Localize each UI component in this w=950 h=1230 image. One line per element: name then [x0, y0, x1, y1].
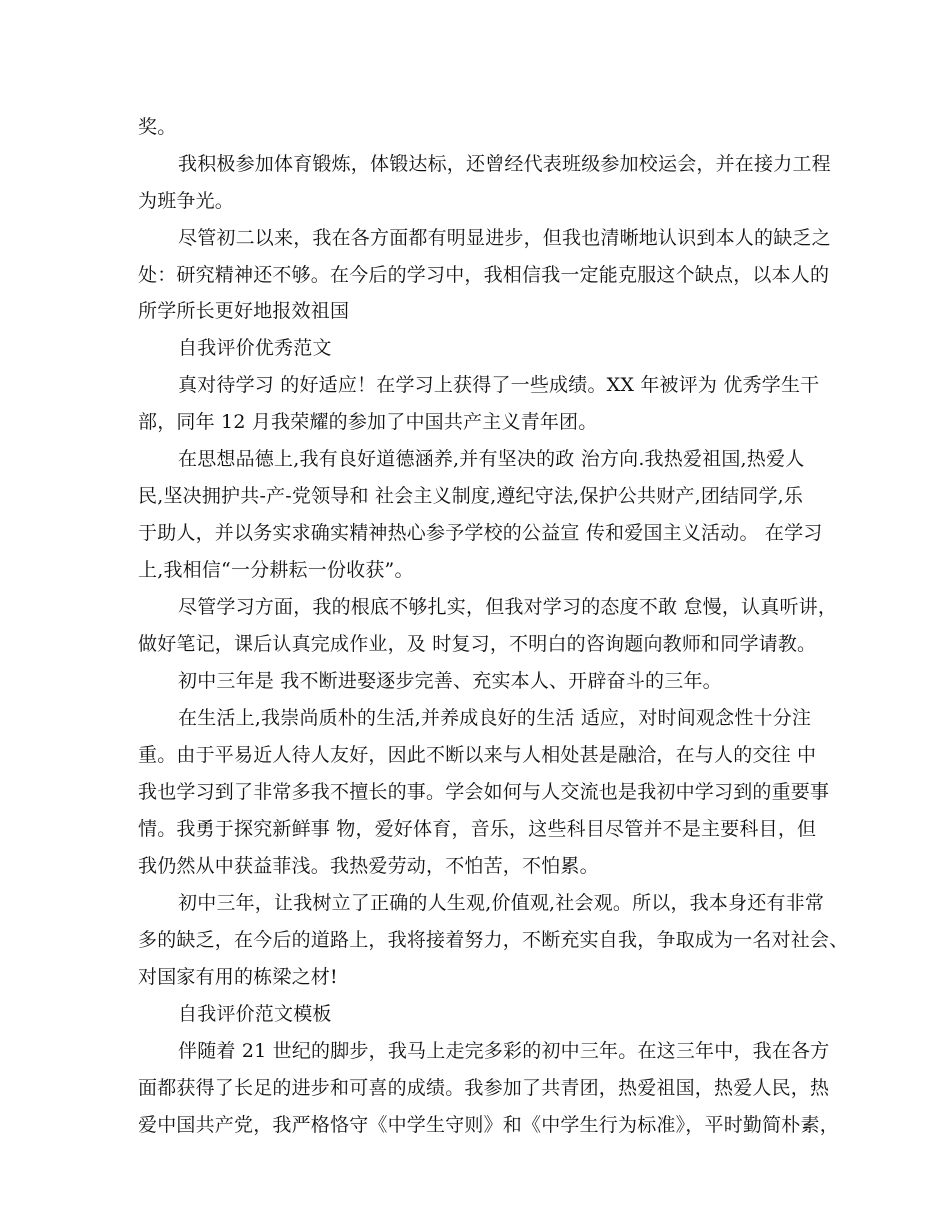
paragraph-start: 尽管学习方面，我的根底不够扎实，但我对学习的态度不敢 怠慢，认真听讲， — [178, 596, 838, 618]
paragraph-start: 我积极参加体育锻炼，体锻达标，还曾经代表班级参加校运会，并在接力工程 — [178, 153, 831, 175]
text-line: 奖。 — [138, 116, 177, 138]
paragraph-start: 在生活上,我崇尚质朴的生活,并养成良好的生活 适应，对时间观念性十分注 — [178, 707, 812, 729]
text-line: 情。我勇于探究新鲜事 物，爱好体育，音乐，这些科目尽管并不是主要科目，但 — [138, 818, 817, 840]
text-line: 爱中国共产党，我严格恪守《中学生守则》和《中学生行为标准》，平时勤简朴素， — [138, 1114, 839, 1136]
text-line: 我仍然从中获益菲浅。我热爱劳动，不怕苦，不怕累。 — [138, 855, 599, 877]
paragraph-start: 初中三年是 我不断进娶逐步完善、充实本人、开辟奋斗的三年。 — [178, 670, 722, 692]
text-line: 我也学习到了非常多我不擅长的事。学会如何与人交流也是我初中学习到的重要事 — [138, 781, 830, 803]
text-line: 上,我相信“一分耕耘一份收获”。 — [138, 559, 414, 581]
text-line: 民,坚决拥护共-产-党领导和 社会主义制度,遵纪守法,保护公共财产,团结同学,乐 — [138, 485, 804, 507]
text-line: 部，同年 12 月我荣耀的参加了中国共产主义青年团。 — [138, 411, 598, 433]
text-line: 对国家有用的栋梁之材! — [138, 966, 338, 988]
paragraph-start: 尽管初二以来，我在各方面都有明显进步，但我也清晰地认识到本人的缺乏之 — [178, 227, 831, 249]
paragraph-start: 伴随着 21 世纪的脚步，我马上走完多彩的初中三年。在这三年中，我在各方 — [178, 1040, 830, 1062]
text-line: 做好笔记，课后认真完成作业，及 时复习，不明白的咨询题向教师和同学请教。 — [138, 633, 817, 655]
text-line: 面都获得了长足的进步和可喜的成绩。我参加了共青团，热爱祖国，热爱人民，热 — [138, 1077, 830, 1099]
text-line: 所学所长更好地报效祖国 — [138, 300, 350, 322]
section-heading: 自我评价优秀范文 — [178, 337, 332, 359]
text-line: 于助人，并以务实求确实精神热心参予学校的公益宣 传和爱国主义活动。 在学习 — [138, 522, 823, 544]
text-line: 多的缺乏，在今后的道路上，我将接着努力，不断充实自我，争取成为一名对社会、 — [138, 929, 849, 951]
text-line: 为班争光。 — [138, 190, 235, 212]
text-line: 重。由于平易近人待人友好，因此不断以来与人相处甚是融洽，在与人的交往 中 — [138, 744, 817, 766]
paragraph-start: 真对待学习 的好适应！在学习上获得了一些成绩。XX 年被评为 优秀学生干 — [178, 374, 820, 396]
section-heading: 自我评价范文模板 — [178, 1003, 332, 1025]
paragraph-start: 初中三年，让我树立了正确的人生观,价值观,社会观。所以，我本身还有非常 — [178, 892, 825, 914]
paragraph-start: 在思想品德上,我有良好道德涵养,并有坚决的政 治方向.我热爱祖国,热爱人 — [178, 448, 805, 470]
text-line: 处：研究精神还不够。在今后的学习中，我相信我一定能克服这个缺点，以本人的 — [138, 264, 830, 286]
